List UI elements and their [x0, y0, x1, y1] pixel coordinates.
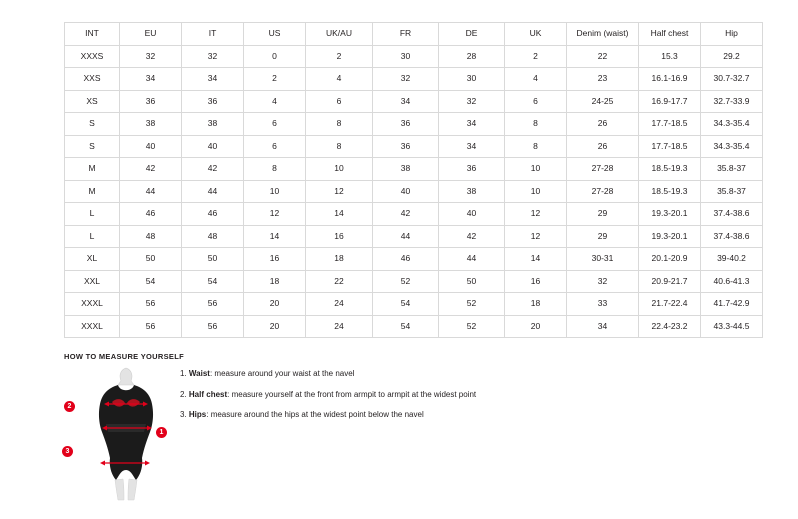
cell: 42 — [120, 158, 182, 181]
cell: 34 — [439, 113, 505, 136]
column-header-int: INT — [65, 23, 120, 46]
cell: 12 — [244, 203, 306, 226]
cell: M — [65, 158, 120, 181]
cell: 29 — [567, 203, 639, 226]
cell: 12 — [505, 225, 567, 248]
cell: 40.6-41.3 — [701, 270, 763, 293]
cell: 10 — [306, 158, 373, 181]
cell: 36 — [120, 90, 182, 113]
cell: 29 — [567, 225, 639, 248]
table-row — [65, 293, 763, 316]
cell: 20.1-20.9 — [639, 248, 701, 271]
instruction-item — [180, 390, 580, 400]
column-header-de: DE — [439, 23, 505, 46]
cell: 22 — [567, 45, 639, 68]
how-to-measure-title: HOW TO MEASURE YOURSELF — [64, 352, 184, 361]
table-row — [65, 45, 763, 68]
column-header-half-chest: Half chest — [639, 23, 701, 46]
cell: 36 — [373, 135, 439, 158]
cell: 34 — [567, 315, 639, 338]
cell: 21.7-22.4 — [639, 293, 701, 316]
cell: 40 — [120, 135, 182, 158]
cell: 20.9-21.7 — [639, 270, 701, 293]
cell: 40 — [373, 180, 439, 203]
cell: 40 — [439, 203, 505, 226]
column-header-hip: Hip — [701, 23, 763, 46]
measurement-figure — [65, 366, 178, 501]
size-chart — [64, 22, 750, 338]
column-header-denim-waist: Denim (waist) — [567, 23, 639, 46]
cell: 48 — [182, 225, 244, 248]
instruction-text: : measure around your waist at the navel — [209, 369, 355, 378]
cell: 32 — [120, 45, 182, 68]
cell: 14 — [505, 248, 567, 271]
cell: 29.2 — [701, 45, 763, 68]
cell: 46 — [182, 203, 244, 226]
cell: 18.5-19.3 — [639, 180, 701, 203]
cell: 27-28 — [567, 180, 639, 203]
table-header-row — [65, 23, 763, 46]
cell: 14 — [306, 203, 373, 226]
cell: 24-25 — [567, 90, 639, 113]
cell: 50 — [182, 248, 244, 271]
cell: 41.7-42.9 — [701, 293, 763, 316]
cell: 54 — [120, 270, 182, 293]
cell: 54 — [373, 315, 439, 338]
table-row — [65, 270, 763, 293]
cell: 36 — [182, 90, 244, 113]
cell: 34 — [120, 68, 182, 91]
cell: XS — [65, 90, 120, 113]
cell: 38 — [373, 158, 439, 181]
column-header-uk: UK — [505, 23, 567, 46]
cell: 43.3-44.5 — [701, 315, 763, 338]
column-header-uk-au: UK/AU — [306, 23, 373, 46]
cell: 38 — [182, 113, 244, 136]
cell: 16 — [244, 248, 306, 271]
cell: 30-31 — [567, 248, 639, 271]
cell: 19.3-20.1 — [639, 225, 701, 248]
cell: 26 — [567, 135, 639, 158]
cell: 23 — [567, 68, 639, 91]
cell: 20 — [244, 315, 306, 338]
size-table-head — [65, 23, 763, 46]
cell: 37.4-38.6 — [701, 225, 763, 248]
cell: 18 — [505, 293, 567, 316]
instruction-item — [180, 369, 580, 379]
marker-2-half-chest: 2 — [64, 401, 75, 412]
cell: 34.3-35.4 — [701, 135, 763, 158]
cell: 46 — [373, 248, 439, 271]
cell: 37.4-38.6 — [701, 203, 763, 226]
cell: 44 — [373, 225, 439, 248]
cell: S — [65, 113, 120, 136]
cell: 42 — [373, 203, 439, 226]
cell: 8 — [306, 135, 373, 158]
cell: 16.9-17.7 — [639, 90, 701, 113]
cell: 34 — [439, 135, 505, 158]
cell: 8 — [244, 158, 306, 181]
table-row — [65, 68, 763, 91]
cell: 50 — [120, 248, 182, 271]
cell: XL — [65, 248, 120, 271]
marker-3-hips: 3 — [62, 446, 73, 457]
cell: 15.3 — [639, 45, 701, 68]
cell: 18.5-19.3 — [639, 158, 701, 181]
cell: 17.7-18.5 — [639, 135, 701, 158]
column-header-us: US — [244, 23, 306, 46]
cell: 50 — [439, 270, 505, 293]
table-row — [65, 90, 763, 113]
column-header-eu: EU — [120, 23, 182, 46]
cell: M — [65, 180, 120, 203]
cell: 39-40.2 — [701, 248, 763, 271]
table-row — [65, 113, 763, 136]
cell: L — [65, 203, 120, 226]
cell: 30 — [439, 68, 505, 91]
cell: 46 — [120, 203, 182, 226]
cell: 10 — [505, 180, 567, 203]
cell: 56 — [182, 293, 244, 316]
table-row — [65, 135, 763, 158]
size-table-body — [65, 45, 763, 338]
cell: 24 — [306, 293, 373, 316]
cell: 48 — [120, 225, 182, 248]
table-row — [65, 180, 763, 203]
cell: 32 — [439, 90, 505, 113]
instruction-term: Half chest — [188, 389, 228, 399]
cell: L — [65, 225, 120, 248]
cell: 20 — [505, 315, 567, 338]
cell: 36 — [373, 113, 439, 136]
cell: 16 — [306, 225, 373, 248]
cell: 10 — [244, 180, 306, 203]
cell: 8 — [505, 113, 567, 136]
marker-1-waist: 1 — [156, 427, 167, 438]
cell: 34 — [373, 90, 439, 113]
cell: 17.7-18.5 — [639, 113, 701, 136]
cell: 54 — [182, 270, 244, 293]
cell: 6 — [244, 135, 306, 158]
cell: 30 — [373, 45, 439, 68]
table-row — [65, 225, 763, 248]
cell: XXXS — [65, 45, 120, 68]
instruction-number: 2. — [180, 389, 187, 399]
cell: 33 — [567, 293, 639, 316]
cell: 32.7-33.9 — [701, 90, 763, 113]
cell: 0 — [244, 45, 306, 68]
cell: XXXL — [65, 293, 120, 316]
table-row — [65, 203, 763, 226]
cell: 54 — [373, 293, 439, 316]
cell: 30.7-32.7 — [701, 68, 763, 91]
cell: 28 — [439, 45, 505, 68]
cell: 8 — [505, 135, 567, 158]
instruction-term: Hips — [188, 410, 207, 420]
cell: XXXL — [65, 315, 120, 338]
cell: 14 — [244, 225, 306, 248]
cell: 27-28 — [567, 158, 639, 181]
cell: 19.3-20.1 — [639, 203, 701, 226]
cell: XXL — [65, 270, 120, 293]
instruction-text: : measure around the hips at the widest point below the navel — [206, 410, 424, 420]
cell: 38 — [439, 180, 505, 203]
cell: 18 — [306, 248, 373, 271]
cell: 34 — [182, 68, 244, 91]
cell: 2 — [244, 68, 306, 91]
cell: 12 — [306, 180, 373, 203]
cell: 36 — [439, 158, 505, 181]
cell: 44 — [120, 180, 182, 203]
how-to-measure-instructions — [180, 369, 580, 431]
cell: 42 — [439, 225, 505, 248]
instruction-text: : measure yourself at the front from armpit to armpit at the widest point — [227, 389, 477, 399]
cell: S — [65, 135, 120, 158]
cell: 20 — [244, 293, 306, 316]
cell: 4 — [306, 68, 373, 91]
cell: 6 — [244, 113, 306, 136]
instruction-number: 1. — [180, 369, 187, 378]
instruction-term: Waist — [188, 369, 210, 378]
cell: 56 — [182, 315, 244, 338]
cell: 24 — [306, 315, 373, 338]
cell: 26 — [567, 113, 639, 136]
cell: XXS — [65, 68, 120, 91]
cell: 38 — [120, 113, 182, 136]
cell: 4 — [505, 68, 567, 91]
column-header-fr: FR — [373, 23, 439, 46]
cell: 42 — [182, 158, 244, 181]
cell: 22 — [306, 270, 373, 293]
cell: 52 — [373, 270, 439, 293]
size-table — [64, 22, 763, 338]
cell: 4 — [244, 90, 306, 113]
cell: 44 — [182, 180, 244, 203]
cell: 18 — [244, 270, 306, 293]
cell: 16.1-16.9 — [639, 68, 701, 91]
cell: 16 — [505, 270, 567, 293]
cell: 40 — [182, 135, 244, 158]
cell: 8 — [306, 113, 373, 136]
cell: 6 — [306, 90, 373, 113]
cell: 56 — [120, 315, 182, 338]
table-row — [65, 158, 763, 181]
cell: 22.4-23.2 — [639, 315, 701, 338]
table-row — [65, 248, 763, 271]
cell: 2 — [306, 45, 373, 68]
cell: 35.8-37 — [701, 158, 763, 181]
cell: 2 — [505, 45, 567, 68]
cell: 34.3-35.4 — [701, 113, 763, 136]
cell: 10 — [505, 158, 567, 181]
cell: 32 — [182, 45, 244, 68]
cell: 6 — [505, 90, 567, 113]
instruction-item — [180, 410, 580, 420]
cell: 52 — [439, 315, 505, 338]
cell: 32 — [373, 68, 439, 91]
cell: 32 — [567, 270, 639, 293]
instruction-number: 3. — [180, 410, 187, 420]
column-header-it: IT — [182, 23, 244, 46]
cell: 44 — [439, 248, 505, 271]
table-row — [65, 315, 763, 338]
cell: 35.8-37 — [701, 180, 763, 203]
cell: 52 — [439, 293, 505, 316]
cell: 56 — [120, 293, 182, 316]
cell: 12 — [505, 203, 567, 226]
